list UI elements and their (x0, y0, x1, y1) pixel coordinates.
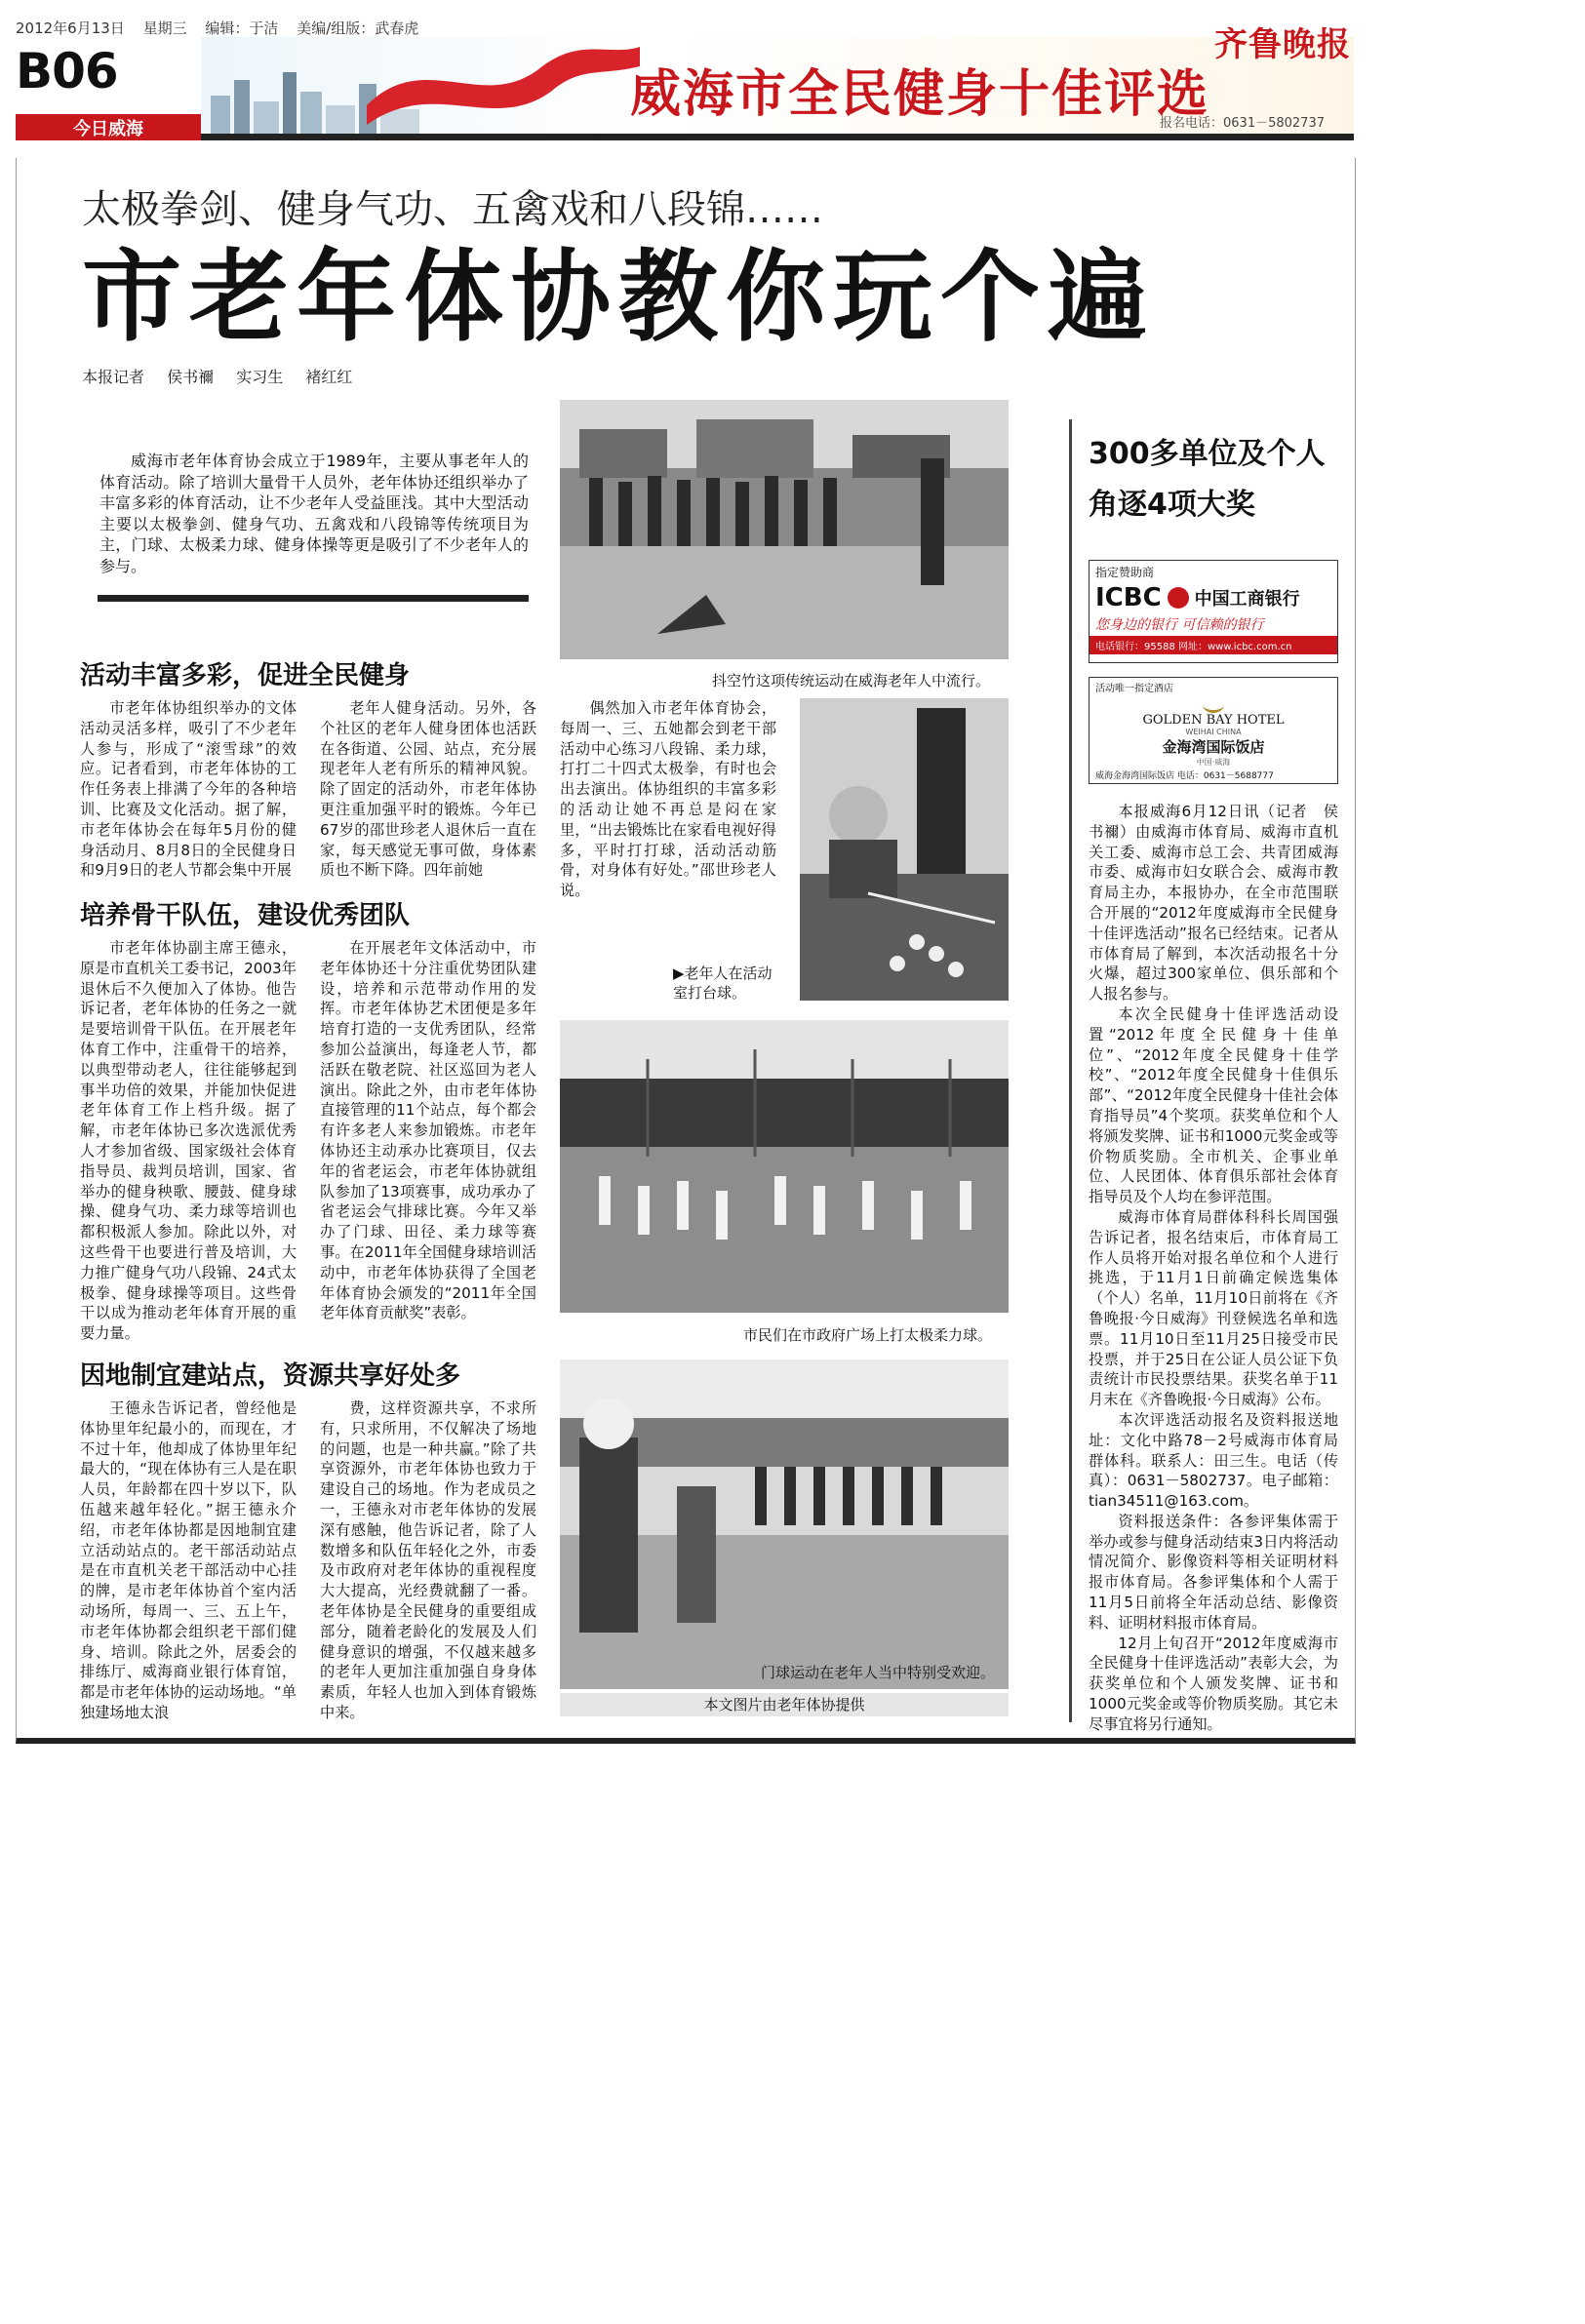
ad-tag: 活动唯一指定酒店 (1095, 684, 1173, 694)
photo-gateball (560, 1359, 1009, 1689)
sidebar-title: 300多单位及个人角逐4项大奖 (1089, 437, 1326, 522)
icbc-ad (1089, 560, 1338, 663)
section-column (320, 938, 536, 1323)
column-paragraph: 王德永告诉记者，曾经他是体协里年纪最小的，而现在，才不过十年，他却成了体协里年纪最大的，“现在体协有三人是在职人员，年龄都在四十岁以下，队伍越来越年轻化。”据王德永介绍，市老年体协都是因地制宜建立活动站点的。老干部活动站点是在市直机关老干部活动中心挂的牌，是市老年体协首个室内活动场所，每周一、三、五上午，市老年体协都会组织老干部们健身、培训。除此之外，居委会的排练厅、威海商业银行体育馆，都是市老年体协的运动场地。“单独建场地太浪 (80, 1399, 297, 1721)
icbc-brand-cn: 中国工商银行 (1194, 589, 1300, 610)
icbc-contact: 电话银行：95588 网址：www.icbc.com.cn (1090, 636, 1337, 654)
icbc-logo-row (1090, 583, 1337, 612)
column-paragraph: 老年人健身活动。另外，各个社区的老年人健身团体也活跃在各街道、公园、站点，充分展现老年人老有所乐的精神风貌。除了固定的活动外，市老年体协更注重加强平时的锻炼。今年已67岁的邵世珍老人退休后一直在家，每天感觉无事可做，身体素质也不断下降。四年前她 (320, 699, 536, 880)
section-column (80, 1398, 297, 1723)
banner-phone: 报名电话：0631－5802737 (1160, 116, 1325, 131)
page-meta-line (16, 18, 432, 38)
hotel-name-en: GOLDEN BAY HOTEL (1142, 713, 1285, 728)
hotel-sub-en: WEIHAI CHINA (1185, 728, 1242, 736)
icbc-logo-icon (1168, 587, 1189, 609)
section-column (80, 938, 297, 1344)
photo-diabolo-caption: 抖空竹这项传统运动在威海老年人中流行。 (712, 672, 991, 689)
section-label: 今日威海 (16, 114, 201, 140)
section-column (560, 698, 776, 901)
issue-date: 2012年6月13日 (16, 20, 125, 37)
column-paragraph: 费，这样资源共享，不求所有，只求所用，不仅解决了场地的问题，也是一种共赢。”除了共享资源外，市老年体协也致力于建设自己的场地。作为老成员之一，王德永对市老年体协的发展深有感触，他告诉记者，除了人数增多和队伍年轻化之外，市委及市政府对老年体协的重视程度大大提高，光经费就翻了一番。老年体协是全民健身的重要组成部分，随着老龄化的发展及人们健身意识的增强，不仅越来越多的老年人更加注重加强自身身体素质，年轻人也加入到体育锻炼中来。 (320, 1399, 536, 1721)
icbc-slogan: 您身边的银行 可信赖的银行 (1095, 617, 1264, 633)
photo-gateball-caption: 门球运动在老年人当中特别受欢迎。 (761, 1664, 996, 1681)
byline-role: 实习生 (236, 368, 284, 386)
page-code: B06 (16, 43, 118, 99)
section-heading: 培养骨干队伍，建设优秀团队 (80, 901, 411, 930)
banner-title: 威海市全民健身十佳评选 (630, 65, 1210, 124)
byline-author: 侯书禰 (167, 368, 215, 386)
newspaper-brand: 齐鲁晚报 (1214, 25, 1351, 64)
sidebar-paragraph: 资料报送条件：各参评集体需于举办或参与健身活动结束3日内将活动情况简介、影像资料等相关证明材料报市体育局。各参评集体和个人需于11月5日前将全年活动总结、影像资料、证明材料报市体育局。 (1089, 1512, 1338, 1632)
issue-weekday: 星期三 (142, 20, 187, 37)
article-lead: 威海市老年体育协会成立于1989年，主要从事老年人的体育活动。除了培训大量骨干人员外，老年体协还组织举办了丰富多彩的体育活动，让不少老年人受益匪浅。其中大型活动主要以太极拳剑、健身气功、五禽戏和八段锦等传统项目为主，门球、太极柔力球、健身体操等更是吸引了不少老年人的参与。 (99, 452, 529, 575)
section-column (80, 698, 297, 881)
column-paragraph: 在开展老年文体活动中，市老年体协还十分注重优势团队建设，培养和示范带动作用的发挥。市老年体协艺术团便是多年培育打造的一支优秀团队，经常参加公益演出，每逢老人节，都活跃在敬老院、社区巡回为老人演出。除此之外，由市老年体协直接管理的11个站点，每个都会有许多老人来参加锻炼。市老年体协还主动承办比赛项目，仅去年的省老运会，市老年体协就组队参加了13项赛事，成功承办了省老运会气排球比赛。今年又举办了门球、田径、柔力球等赛事。在2011年全国健身球培训活动中，市老年体协获得了全国老年体育协会颁发的“2011年全国老年体育贡献奖”表彰。 (320, 939, 536, 1322)
column-paragraph: 市老年体协组织举办的文体活动灵活多样，吸引了不少老年人参与，形成了“滚雪球”的效应。记者看到，市老年体协的工作任务表上排满了今年的各种培训、比赛及文化活动。据了解，市老年体协会在每年5月份的健身活动月、8月8日的全民健身日和9月9日的老人节都会集中开展 (80, 699, 297, 880)
ad-tag: 指定赞助商 (1095, 566, 1155, 579)
sidebar-paragraph: 本报威海6月12日讯（记者 侯书禰）由威海市体育局、威海市直机关工委、威海市总工会、共青团威海市委、威海市妇女联合会、威海市教育局主办，本报协办，在全市范围联合开展的“2012年度威海市全民健身十佳评选活动”报名已经结束。记者从市体育局了解到，本次活动报名十分火爆，超过300家单位、俱乐部和个人报名参与。 (1089, 803, 1338, 1004)
photo-credit: 本文图片由老年体协提供 (560, 1693, 1009, 1716)
sidebar-paragraph: 本次全民健身十佳评选活动设置“2012年度全民健身十佳单位”、“2012年度全民健身十佳学校”、“2012年度全民健身十佳俱乐部”、“2012年度全民健身十佳社会体育指导员”4个奖项。获奖单位和个人将颁发奖牌、证书和1000元奖金或等价物质奖励。全市机关、企事业单位、人民团体、体育俱乐部社会体育指导员及个人均在参评范围。 (1089, 1004, 1338, 1206)
sidebar-paragraph: 本次评选活动报名及资料报送地址：文化中路78－2号威海市体育局群体科。联系人：田三生。电话（传真）：0631－5802737。电子邮箱：tian34511@163.com。 (1089, 1410, 1338, 1511)
article-byline (82, 365, 370, 387)
sidebar-paragraph: 12月上旬召开“2012年度威海市全民健身十佳评选活动”表彰大会，为获奖单位和个人颁发奖牌、证书和1000元奖金或等价物质奖励。其它未尽事宜将另行通知。 (1089, 1634, 1338, 1733)
sidebar-paragraph: 威海市体育局群体科科长周国强告诉记者，报名结束后，市体育局工作人员将开始对报名单位和个人进行挑选，于11月1日前确定候选集体（个人）名单，11月10日前将在《齐鲁晚报·今日威海》刊登候选名单和选票。11月10日至11月25日接受市民投票，并于25日在公证人员公证下负责统计市民投票结果。获奖名单于11月末在《齐鲁晚报·今日威海》公布。 (1089, 1207, 1338, 1409)
photo-taichi-ball-caption: 市民们在市政府广场上打太极柔力球。 (743, 1326, 993, 1344)
red-ribbon-graphic (367, 37, 640, 125)
hotel-ad (1089, 677, 1338, 784)
sidebar-rule (1069, 419, 1072, 1722)
photo-taichi-ball (560, 1020, 1009, 1313)
section-heading: 因地制宜建站点，资源共享好处多 (80, 1361, 461, 1391)
section-rule (201, 134, 1354, 140)
byline-role: 本报记者 (82, 368, 145, 386)
column-paragraph: 偶然加入市老年体育协会，每周一、三、五她都会到老干部活动中心练习八段锦、柔力球，打打二十四式太极拳，有时也会出去演出。体协组织的丰富多彩的活动让她不再总是闷在家里，“出去锻炼比在家看电视好得多，平时打打球，活动活动筋骨，对身体有好处。”邵世珍老人说。 (560, 699, 776, 900)
sidebar-body (1089, 802, 1338, 1735)
photo-diabolo (560, 400, 1009, 659)
hotel-contact: 威海金海湾国际饭店 电话：0631－5688777 (1095, 771, 1274, 781)
article-headline: 市老年体协教你玩个遍 (82, 240, 1155, 356)
article-kicker: 太极拳剑、健身气功、五禽戏和八段锦…… (82, 187, 823, 232)
section-column (320, 1398, 536, 1723)
photo-billiards-caption: ▶老年人在活动室打台球。 (673, 965, 773, 1002)
lead-rule (98, 595, 529, 602)
photo-billiards (800, 698, 1009, 1001)
section-heading: 活动丰富多彩，促进全民健身 (80, 661, 411, 690)
section-column (320, 698, 536, 881)
event-banner (201, 37, 1354, 137)
hotel-logo-icon (1203, 696, 1224, 713)
icbc-brand-en: ICBC (1095, 583, 1162, 612)
column-paragraph: 市老年体协副主席王德永，原是市直机关工委书记，2003年退休后不久便加入了体协。他告诉记者，老年体协的任务之一就是要培训骨干队伍。在开展老年体育工作中，注重骨干的培养，以典型带动老人，往往能够起到事半功倍的效果，并能加快促进老年体育工作上档升级。据了解，市老年体协已多次选派优秀人才参加省级、国家级社会体育指导员、裁判员培训，国家、省举办的健身秧歌、腰鼓、健身球操、健身气功、柔力球等培训也都积极派人参加。除此以外，对这些骨干也要进行普及培训，大力推广健身气功八段锦、24式太极拳、健身球操等项目。这些骨干以成为推动老年体育开展的重要力量。 (80, 939, 297, 1343)
byline-author: 褚红红 (305, 368, 353, 386)
editor-credit: 编辑：于洁 (205, 20, 279, 37)
hotel-sub-cn: 中国·威海 (1196, 758, 1231, 767)
hotel-name-cn: 金海湾国际饭店 (1162, 738, 1265, 756)
designer-credit: 美编/组版：武春虎 (297, 20, 419, 37)
